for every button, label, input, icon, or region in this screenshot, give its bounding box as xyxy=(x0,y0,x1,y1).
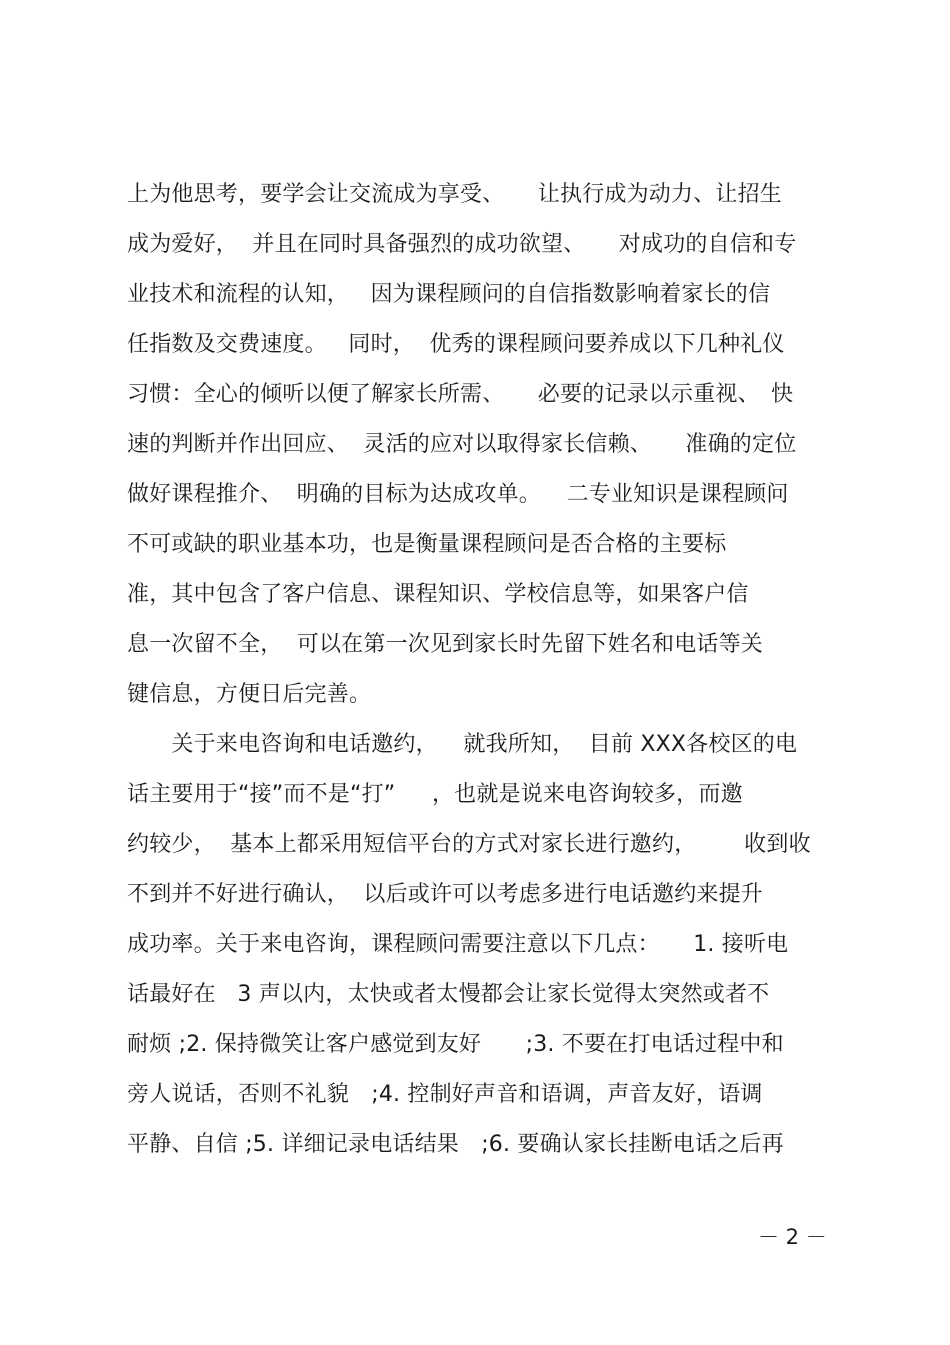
text-line: 做好课程推介、 明确的目标为达成攻单。 二专业知识是课程顾问 xyxy=(127,482,789,507)
text-line: 习惯：全心的倾听以便了解家长所需、 必要的记录以示重视、 快 xyxy=(127,382,794,407)
text-line: 成为爱好， 并且在同时具备强烈的成功欲望、 对成功的自信和专 xyxy=(127,232,797,257)
text-line: 平静、自信 ;5. 详细记录电话结果 ;6. 要确认家长挂断电话之后再 xyxy=(127,1132,784,1157)
text-line: 键信息，方便日后完善。 xyxy=(127,682,372,707)
page-number: － 2 － xyxy=(758,1225,827,1249)
text-line: 话最好在 3 声以内，太快或者太慢都会让家长觉得太突然或者不 xyxy=(127,982,770,1007)
text-line: 旁人说话，否则不礼貌 ;4. 控制好声音和语调，声音友好，语调 xyxy=(127,1082,763,1107)
text-line: 话主要用于“接”而不是“打” ，也就是说来电咨询较多，而邀 xyxy=(127,782,743,807)
text-line: 准，其中包含了客户信息、课程知识、学校信息等，如果客户信 xyxy=(127,582,749,607)
text-line: 息一次留不全， 可以在第一次见到家长时先留下姓名和电话等关 xyxy=(127,632,763,657)
text-line: 耐烦 ;2. 保持微笑让客户感觉到友好 ;3. 不要在打电话过程中和 xyxy=(127,1032,784,1057)
text-line: 速的判断并作出回应、 灵活的应对以取得家长信赖、 准确的定位 xyxy=(127,432,797,457)
text-line: 业技术和流程的认知， 因为课程顾问的自信指数影响着家长的信 xyxy=(127,282,771,307)
text-line: 成功率。关于来电咨询，课程顾问需要注意以下几点： 1. 接听电 xyxy=(127,932,789,957)
text-line: 不可或缺的职业基本功，也是衡量课程顾问是否合格的主要标 xyxy=(127,532,727,557)
text-line: 任指数及交费速度。 同时， 优秀的课程顾问要养成以下几种礼仪 xyxy=(127,332,785,357)
text-line: 不到并不好进行确认， 以后或许可以考虑多进行电话邀约来提升 xyxy=(127,882,763,907)
text-line: 约较少， 基本上都采用短信平台的方式对家长进行邀约， 收到收 xyxy=(127,832,811,857)
text-line: 上为他思考，要学会让交流成为享受、 让执行成为动力、让招生 xyxy=(127,182,783,207)
text-line: 关于来电咨询和电话邀约， 就我所知， 目前 XXX各校区的电 xyxy=(127,732,798,757)
